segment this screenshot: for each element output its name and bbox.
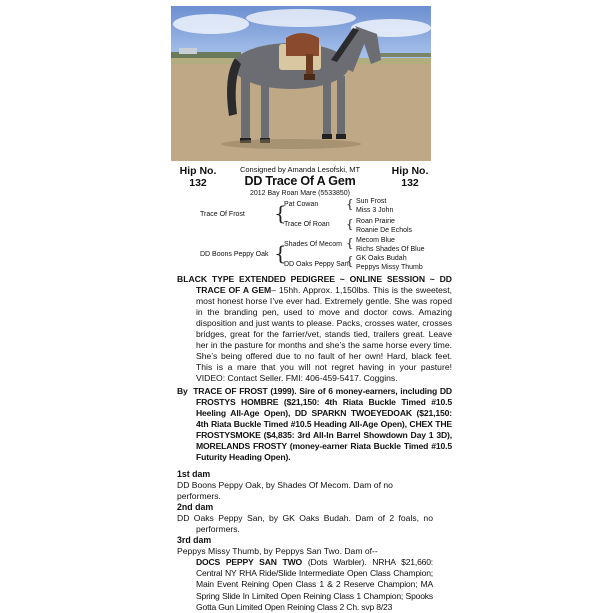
brace-sire: {	[274, 201, 287, 225]
third-dam-text: Peppys Missy Thumb, by Peppys San Two. Dam of--	[177, 546, 378, 557]
horse-photo	[171, 6, 431, 161]
horse-photo-illustration	[171, 6, 431, 161]
horse-name: DD Trace Of A Gem	[244, 174, 356, 188]
hip-value-left: 132	[189, 177, 207, 189]
pedigree-dam-sire-dam: Richs Shades Of Blue	[356, 246, 425, 253]
brace-sire-dam: {	[346, 217, 354, 231]
dam-records	[177, 469, 433, 613]
horse-description: 2012 Bay Roan Mare (5533850)	[249, 190, 350, 197]
pedigree-dam-sire-sire: Mecom Blue	[356, 237, 395, 244]
hip-value-right: 132	[401, 177, 419, 189]
first-dam-text: DD Boons Peppy Oak, by Shades Of Mecom. Dam of no performers.	[177, 480, 393, 502]
brace-sire-sire: {	[346, 197, 354, 211]
pedigree-dam-dam-sire: GK Oaks Budah	[356, 255, 407, 262]
progeny-text: (Dots Warbler). NRHA $21,660: Central NY RHA Ride/Slide Intermediate Open Class Champion; Main Event Reining Open Class 1 & 2 Reserve Champion; MA Spring Slide In Limited Open Reining Class 1 Champion; Spooks Gotta Gun Limited Open Reining Class 2 Ch. svp 8/23	[196, 557, 433, 612]
pedigree-sire: Trace Of Frost	[200, 211, 245, 218]
third-dam-progeny	[177, 557, 433, 612]
hip-label-right: Hip No.	[391, 165, 429, 177]
description-lead: BLACK TYPE EXTENDED PEDIGREE ~ ONLINE SESSION ~ DD TRACE OF A GEM	[177, 274, 452, 296]
pedigree-dam-dam-dam: Peppys Missy Thumb	[356, 264, 423, 271]
sale-description	[177, 274, 452, 384]
brace-dam-sire: {	[346, 236, 354, 250]
sire-section	[177, 386, 452, 463]
progeny-name: DOCS PEPPY SAN TWO	[196, 557, 303, 568]
pedigree-sire-sire-sire: Sun Frost	[356, 198, 387, 205]
pedigree-dam: DD Boons Peppy Oak	[200, 251, 269, 258]
sire-by: By	[177, 386, 188, 396]
consignor-line: Consigned by Amanda Lesofski, MT	[239, 165, 361, 174]
hip-label-left: Hip No.	[179, 165, 217, 177]
second-dam-heading: 2nd dam	[177, 502, 214, 513]
first-dam-heading: 1st dam	[177, 469, 211, 479]
pedigree-sire-dam: Trace Of Roan	[284, 221, 330, 228]
sire-text: TRACE OF FROST (1999). Sire of 6 money-earners, including DD FROSTYS HOMBRE ($21,150: 4th Riata Buckle Timed #10.5 Heeling All-Age Open), DD SPARKN TWOEYEDOAK ($21,150: 4th Riata Buckle Timed #10.5 Heading All-Age Open), CHEX THE FROSTYSMOKE ($4,835: 3rd All-In Barrel Showdown Day 1 3D), MORELANDS FROSTY (money-earner Riata Buckle Timed #10.5 Futurity Heading Open).	[193, 386, 452, 463]
pedigree-sire-dam-dam: Roanie De Echols	[356, 227, 413, 234]
third-dam-heading: 3rd dam	[177, 535, 212, 546]
pedigree-dam-dam: DD Oaks Peppy San	[284, 261, 349, 268]
pedigree-sire-sire: Pat Cowan	[284, 201, 319, 208]
brace-dam: {	[274, 241, 287, 265]
brace-dam-dam: {	[346, 254, 354, 268]
pedigree-dam-sire: Shades Of Mecom	[284, 241, 342, 248]
description-body: – 15hh. Approx. 1,150lbs. This is the sweetest, most honest horse I’ve ever had. Extremely gentle. She was roped in the branding pen, used to move and doctor cows. Amazing disposition and just wants to please. Packs, crosses water, crosses bridges, great for the farrier/vet, stands tied, trailers great. Leave her in the pasture for months and she’s the same horse every time. She’s being offered due to no fault of her own! Hard, black feet. This is a mare that you will not regret having in your pasture! VIDEO: Contact Seller. FMI: 406-459-5417. Coggins.	[196, 285, 452, 384]
pedigree-sire-sire-dam: Miss 3 John	[356, 207, 394, 214]
pedigree-sire-dam-sire: Roan Prairie	[356, 218, 395, 225]
second-dam-text: DD Oaks Peppy San, by GK Oaks Budah. Dam of 2 foals, no performers.	[177, 513, 433, 535]
